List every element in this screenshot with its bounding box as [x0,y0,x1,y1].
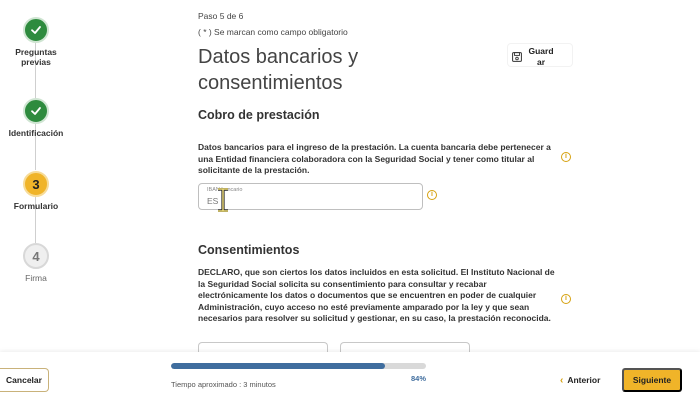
previous-button[interactable] [560,372,600,388]
stepper-step-firma[interactable] [0,243,72,283]
step-number: 4 [23,243,49,269]
stepper-step-label: Identificación [8,128,64,138]
text-cursor-icon [216,188,230,212]
cobro-description: Datos bancarios para el ingreso de la prestación. La cuenta bancaria debe pertenecer a una Entidad financiera colaboradora con la Seguridad Social y tener como titular al solicitante de la prestación. [198,142,551,175]
progress-percent: 84% [410,374,426,383]
cancel-button[interactable]: Cancelar [0,368,49,392]
progress-bar [171,363,426,369]
step-number: 3 [23,171,49,197]
time-estimate: Tiempo aproximado : 3 minutos [171,380,276,389]
iban-field[interactable] [198,183,423,210]
section-title-cobro: Cobro de prestación [198,108,320,122]
previous-label: Anterior [567,375,601,385]
save-button[interactable] [508,44,572,66]
stepper-step-formulario[interactable] [0,171,72,211]
stepper-step-label: Firma [25,273,47,283]
iban-label: IBAN bancario [207,187,243,193]
check-icon [23,17,49,43]
consent-description: DECLARO, que son ciertos los datos incluidos en esta solicitud. El Instituto Nacional de la Seguridad Social solicita su consentimiento para consultar y recabar electrónicamente los datos o documentos que se encuentren en poder de cualquier Administración, cuyo acceso no esté previamente amparado por la ley y que sean necesarios para resolver su solicitud y gestionar, en su caso, la prestación reconocida. [198,267,555,323]
chevron-left-icon: ‹ [560,374,564,386]
stepper-step-preguntas[interactable] [0,17,72,67]
progress-fill [171,363,385,369]
iban-input[interactable] [207,196,407,206]
save-label: Guardar [528,46,554,67]
required-note: ( * ) Se marcan como campo obligatorio [198,27,348,37]
stepper [0,0,72,350]
stepper-step-identificacion[interactable] [0,98,72,138]
footer [0,352,700,404]
check-icon [23,98,49,124]
stepper-step-label: Preguntas previas [15,47,57,67]
page-title: Datos bancarios y consentimientos [198,46,359,94]
info-icon[interactable]: i [561,152,571,162]
next-button[interactable]: Siguiente [622,368,682,392]
section-title-consentimientos: Consentimientos [198,243,300,257]
info-icon[interactable]: i [427,190,437,200]
step-count: Paso 5 de 6 [198,11,244,21]
info-icon[interactable]: i [561,294,571,304]
stepper-step-label: Formulario [13,201,59,211]
floppy-disk-icon [512,52,522,62]
